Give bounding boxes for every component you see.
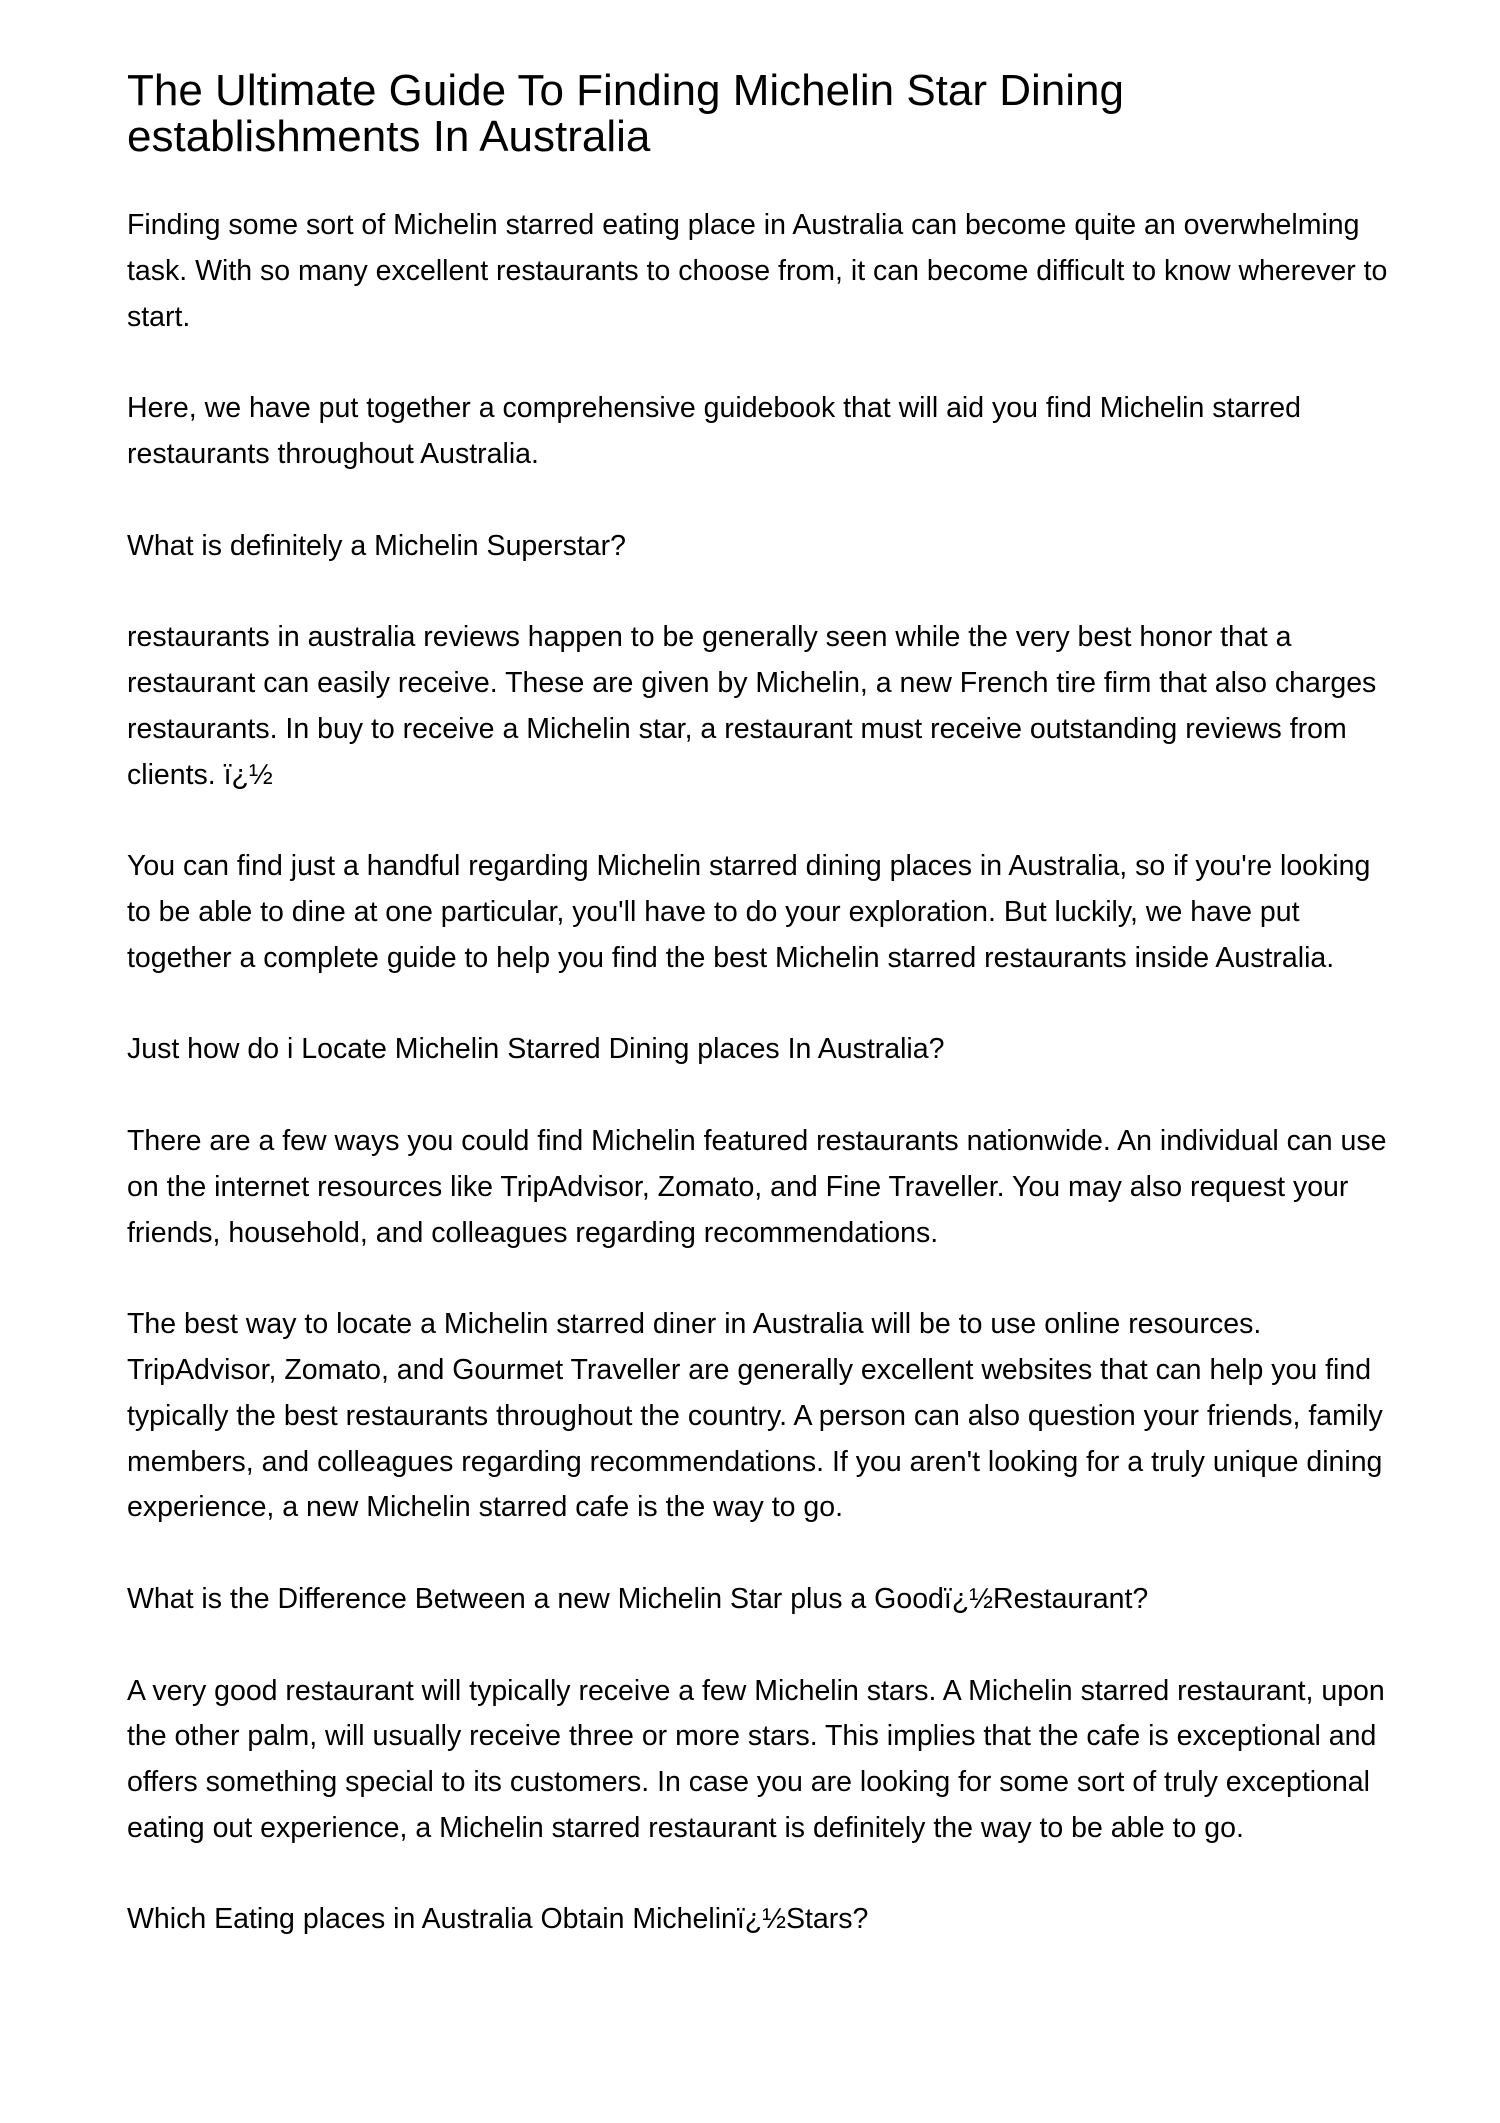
heading-difference: What is the Difference Between a new Michelin Star plus a Goodï¿½Restaurant? <box>127 1582 1149 1615</box>
heading-what-is-michelin-star: What is definitely a Michelin Superstar? <box>127 529 626 562</box>
paragraph-good-restaurant: A very good restaurant will typically receive a few Michelin stars. A Michelin starred restaurant, upon the other palm, will usually receive three or more stars. This implies that the cafe is exceptional and offers something special to its customers. In case you are looking for some sort of truly exceptional eating out experience, a Michelin starred restaurant is definitely the way to be able to go. <box>127 1674 1385 1844</box>
paragraph-ways-to-find: There are a few ways you could find Michelin featured restaurants nationwide. An individual can use on the internet resources like TripAdvisor, Zomato, and Fine Traveller. You may also request your friends, household, and colleagues regarding recommendations. <box>127 1124 1387 1249</box>
paragraph-intro: Finding some sort of Michelin starred eating place in Australia can become quite an overwhelming task. With so many excellent restaurants to choose from, it can become difficult to know wherever to start. <box>127 209 1388 333</box>
paragraph-guidebook: Here, we have put together a comprehensive guidebook that will aid you find Michelin starred restaurants throughout Australia. <box>127 392 1301 470</box>
heading-how-to-locate: Just how do i Locate Michelin Starred Dining places In Australia? <box>127 1033 945 1066</box>
heading-which-restaurants: Which Eating places in Australia Obtain Michelinï¿½Stars? <box>127 1903 869 1936</box>
paragraph-reviews: restaurants in australia reviews happen to be generally seen while the very best honor that a restaurant can easily receive. These are given by Michelin, a new French tire firm that also charges restaurants. In buy to receive a Michelin star, a restaurant must receive outstanding reviews from clients. ï¿½ <box>127 621 1377 791</box>
document-page <box>127 68 1397 1989</box>
paragraph-best-way: The best way to locate a Michelin starred diner in Australia will be to use online resources. TripAdvisor, Zomato, and Gourmet Traveller are generally excellent websites that can help you find typically the best restaurants throughout the country. A person can also question your friends, family members, and colleagues regarding recommendations. If you aren't looking for a truly unique dining experience, a new Michelin starred cafe is the way to go. <box>127 1308 1383 1524</box>
document-body <box>127 203 1397 1943</box>
document-title: The Ultimate Guide To Finding Michelin Star Dining establishments In Australia <box>127 66 1124 161</box>
paragraph-handful: You can find just a handful regarding Michelin starred dining places in Australia, so if you're looking to be able to dine at one particular, you'll have to do your exploration. But luckily, we have put together a complete guide to help you find the best Michelin starred restaurants inside Australia. <box>127 850 1371 974</box>
